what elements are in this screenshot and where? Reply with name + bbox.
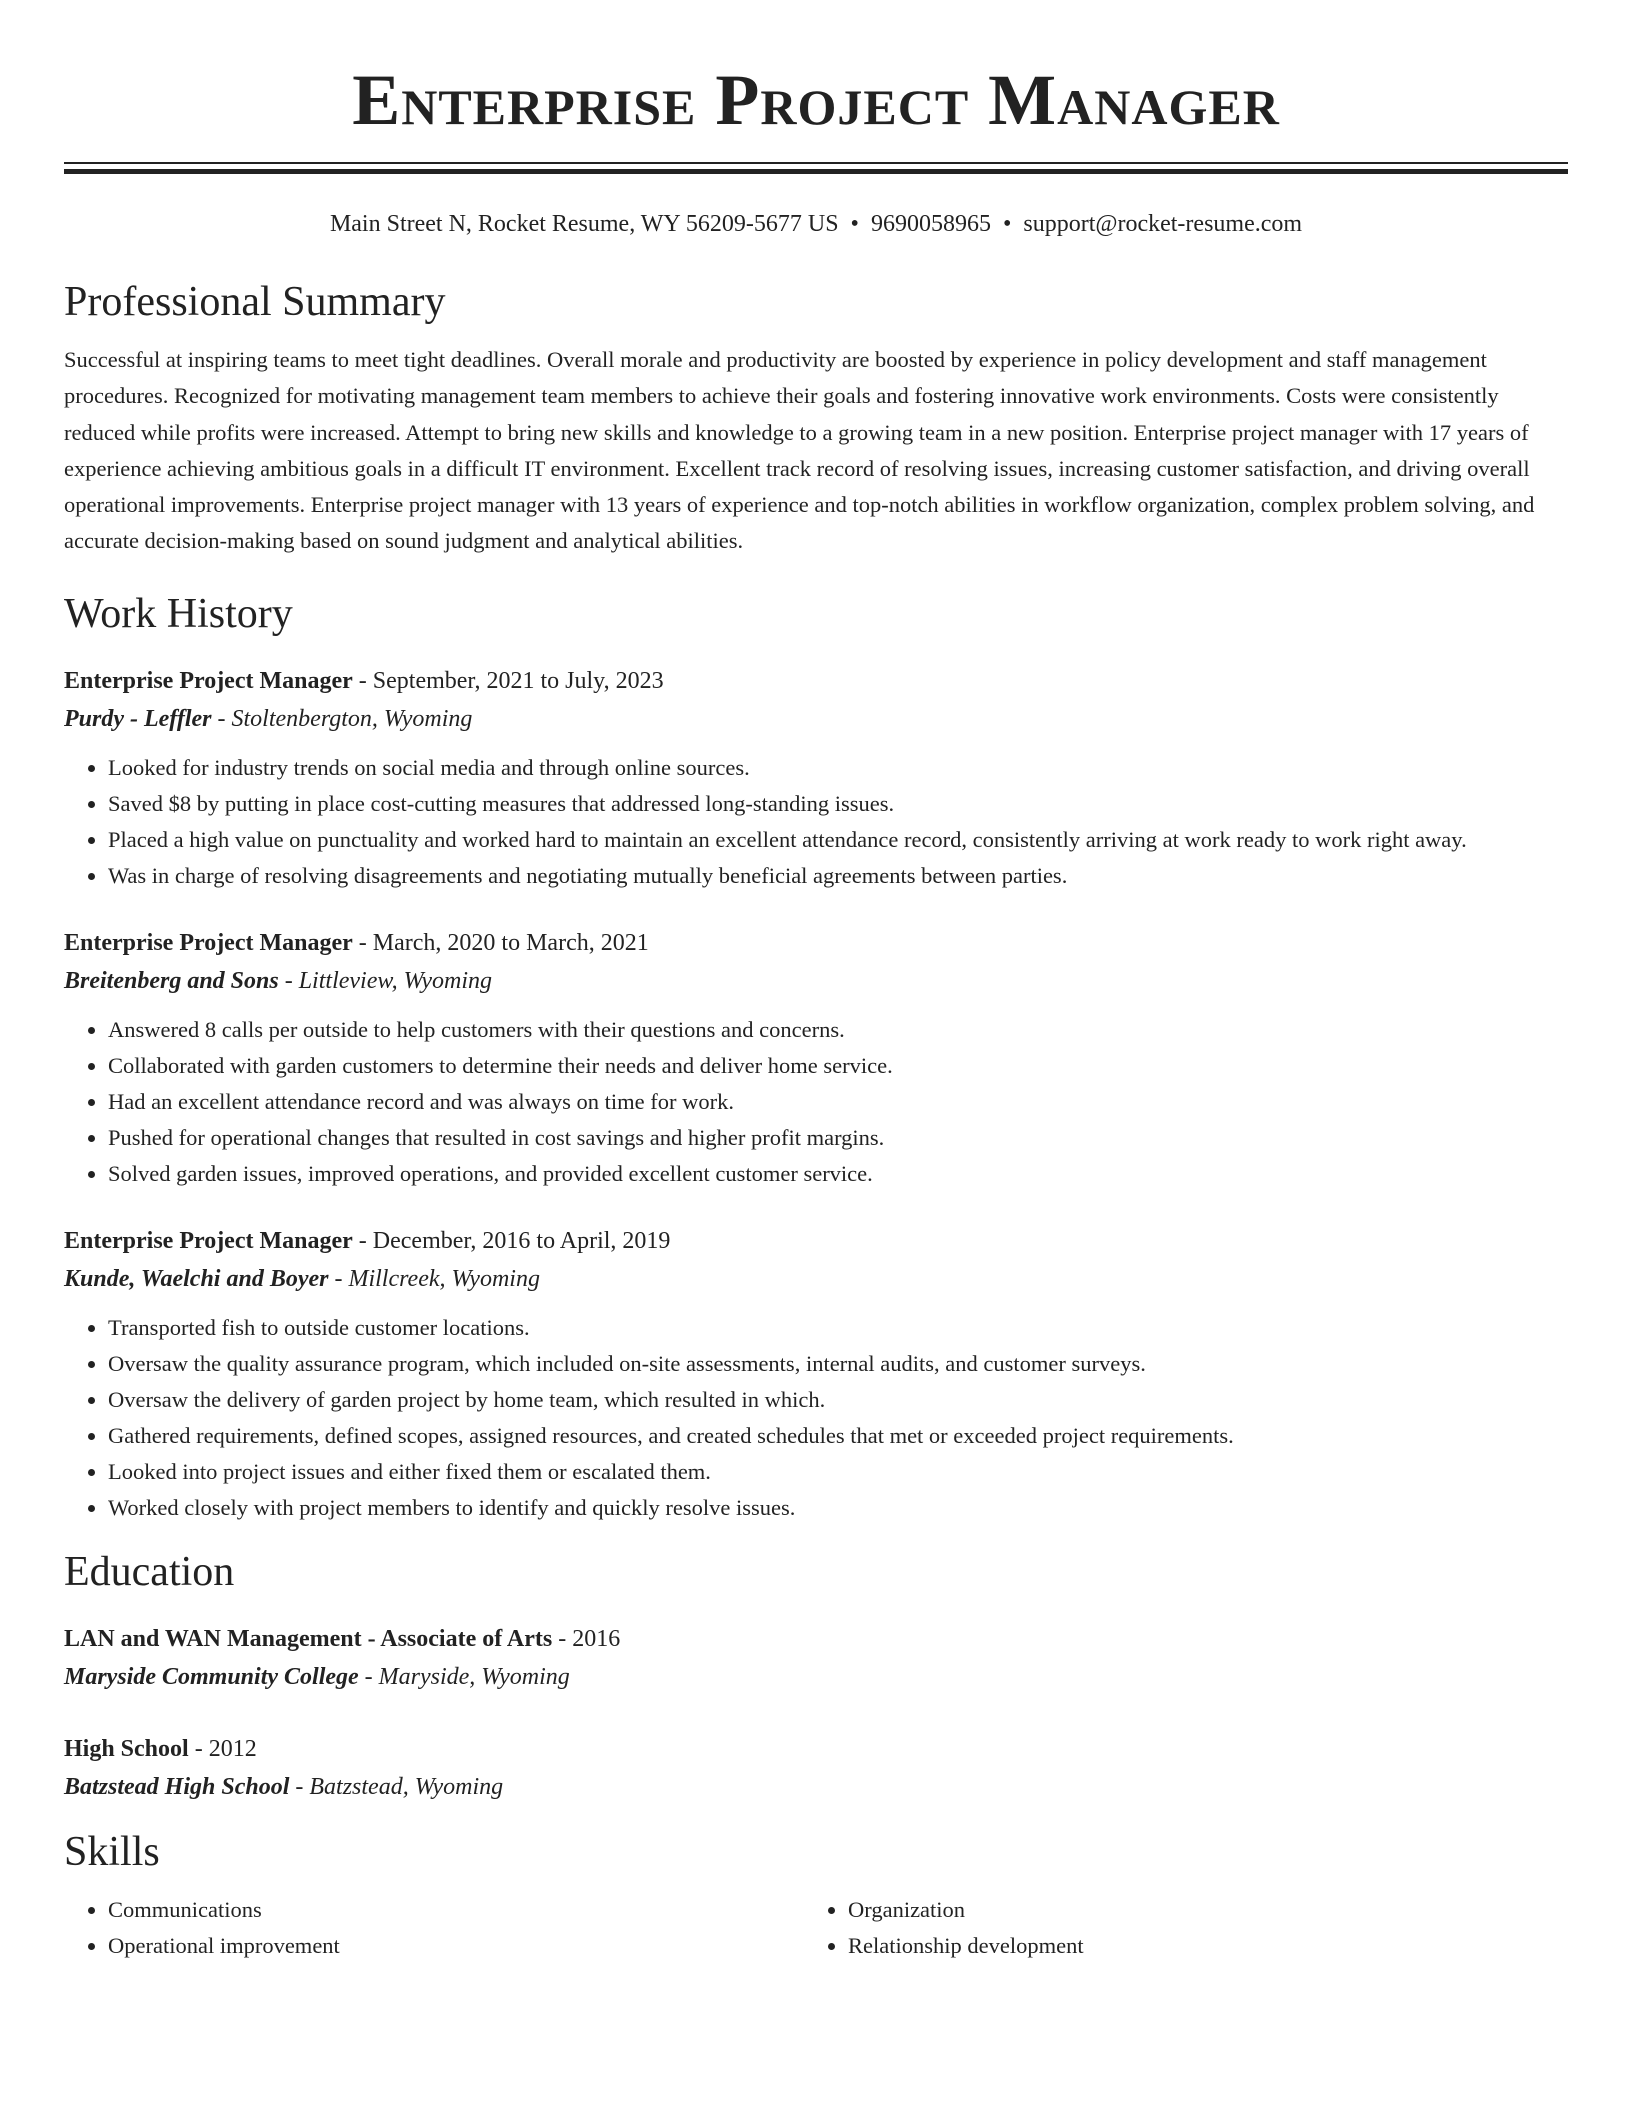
job-title-line <box>64 1222 1568 1260</box>
section-heading-work-history: Work History <box>64 590 293 637</box>
education-entry <box>64 1620 1568 1696</box>
section-heading-skills: Skills <box>64 1828 160 1875</box>
list-item: • Looked into project issues and either fixed them or escalated them. <box>108 1454 1568 1490</box>
contact-separator: • <box>1002 211 1012 237</box>
list-item: • Transported fish to outside customer locations. <box>108 1310 1568 1346</box>
list-item: • Was in charge of resolving disagreements and negotiating mutually beneficial agreements between parties. <box>108 858 1568 894</box>
degree-year: - 2012 <box>188 1735 257 1762</box>
list-item: • Saved $8 by putting in place cost-cutting measures that addressed long-standing issues. <box>108 786 1568 822</box>
job-company-line <box>64 700 1568 738</box>
contact-line <box>64 208 1568 240</box>
skill-item: • Relationship development <box>848 1928 1544 1964</box>
job-company-line <box>64 1260 1568 1298</box>
school-name: Batzstead High School <box>64 1773 290 1800</box>
skill-item: • Communications <box>108 1892 804 1928</box>
contact-separator: • <box>850 211 859 237</box>
education-entry <box>64 1730 1568 1806</box>
job-company: Breitenberg and Sons <box>64 967 279 994</box>
job-entry <box>64 924 1568 1192</box>
job-bullets <box>64 750 1568 894</box>
list-item: • Answered 8 calls per outside to help customers with their questions and concerns. <box>108 1012 1568 1048</box>
list-item: • Worked closely with project members to identify and quickly resolve issues. <box>108 1490 1568 1526</box>
job-company: Purdy - Leffler <box>64 705 212 732</box>
job-location: - Millcreek, Wyoming <box>328 1265 540 1292</box>
school-line <box>64 1768 1568 1806</box>
job-company: Kunde, Waelchi and Boyer <box>64 1265 329 1292</box>
contact-email: support@rocket-resume.com <box>1023 211 1303 237</box>
job-title: Enterprise Project Manager <box>64 667 353 694</box>
job-location: - Stoltenbergton, Wyoming <box>211 705 473 732</box>
school-location: - Maryside, Wyoming <box>358 1663 570 1690</box>
job-title: Enterprise Project Manager <box>64 929 353 956</box>
job-title-line <box>64 662 1568 700</box>
list-item: • Collaborated with garden customers to determine their needs and deliver home service. <box>108 1048 1568 1084</box>
skills-column-left <box>64 1892 804 1964</box>
job-dates: - September, 2021 to July, 2023 <box>352 667 664 694</box>
list-item: • Solved garden issues, improved operations, and provided excellent customer service. <box>108 1156 1568 1192</box>
list-item: • Looked for industry trends on social media and through online sources. <box>108 750 1568 786</box>
section-heading-summary: Professional Summary <box>64 279 446 325</box>
job-title-line <box>64 924 1568 962</box>
degree-line <box>64 1730 1568 1768</box>
list-item: • Had an excellent attendance record and was always on time for work. <box>108 1084 1568 1120</box>
contact-phone: 9690058965 <box>870 211 991 237</box>
skill-item: • Organization <box>848 1892 1544 1928</box>
summary-text: Successful at inspiring teams to meet tight deadlines. Overall morale and productivity are boosted by experience in policy development and staff management procedures. Recognized for motivating management team members to achieve their goals and fostering innovative work environments. Costs were consistently reduced while profits were increased. Attempt to bring new skills and knowledge to a growing team in a new position. Enterprise project manager with 17 years of experience achieving ambitious goals in a difficult IT environment. Excellent track record of resolving issues, increasing customer satisfaction, and driving overall operational improvements. Enterprise project manager with 13 years of experience and top-notch abilities in workflow organization, complex problem solving, and accurate decision-making based on sound judgment and analytical abilities. <box>64 347 1535 554</box>
job-entry <box>64 1222 1568 1526</box>
title-divider <box>64 162 1568 174</box>
job-bullets <box>64 1310 1568 1526</box>
school-line <box>64 1658 1568 1696</box>
job-dates: - December, 2016 to April, 2019 <box>352 1227 671 1254</box>
list-item: • Oversaw the quality assurance program, which included on-site assessments, internal audits, and customer surveys. <box>108 1346 1568 1382</box>
job-location: - Littleview, Wyoming <box>278 967 493 994</box>
school-name: Maryside Community College <box>64 1663 359 1690</box>
degree-year: - 2016 <box>552 1625 621 1652</box>
skills-list <box>64 1892 1568 1964</box>
job-bullets <box>64 1012 1568 1192</box>
list-item: • Pushed for operational changes that resulted in cost savings and higher profit margins. <box>108 1120 1568 1156</box>
job-company-line <box>64 962 1568 1000</box>
job-entry <box>64 662 1568 894</box>
school-location: - Batzstead, Wyoming <box>289 1773 504 1800</box>
list-item: • Placed a high value on punctuality and worked hard to maintain an excellent attendance record, consistently arriving at work ready to work right away. <box>108 822 1568 858</box>
list-item: • Gathered requirements, defined scopes, assigned resources, and created schedules that met or exceeded project requirements. <box>108 1418 1568 1454</box>
job-title: Enterprise Project Manager <box>64 1227 353 1254</box>
degree-title: High School <box>64 1735 189 1762</box>
degree-title: LAN and WAN Management - Associate of Arts <box>64 1625 553 1652</box>
contact-address: Main Street N, Rocket Resume, WY 56209-5677 US <box>329 211 839 237</box>
skills-column-right <box>804 1892 1544 1964</box>
skill-item: • Operational improvement <box>108 1928 804 1964</box>
list-item: • Oversaw the delivery of garden project by home team, which resulted in which. <box>108 1382 1568 1418</box>
resume-title: Enterprise Project Manager <box>352 60 1280 140</box>
section-heading-education: Education <box>64 1548 235 1595</box>
degree-line <box>64 1620 1568 1658</box>
job-dates: - March, 2020 to March, 2021 <box>352 929 649 956</box>
